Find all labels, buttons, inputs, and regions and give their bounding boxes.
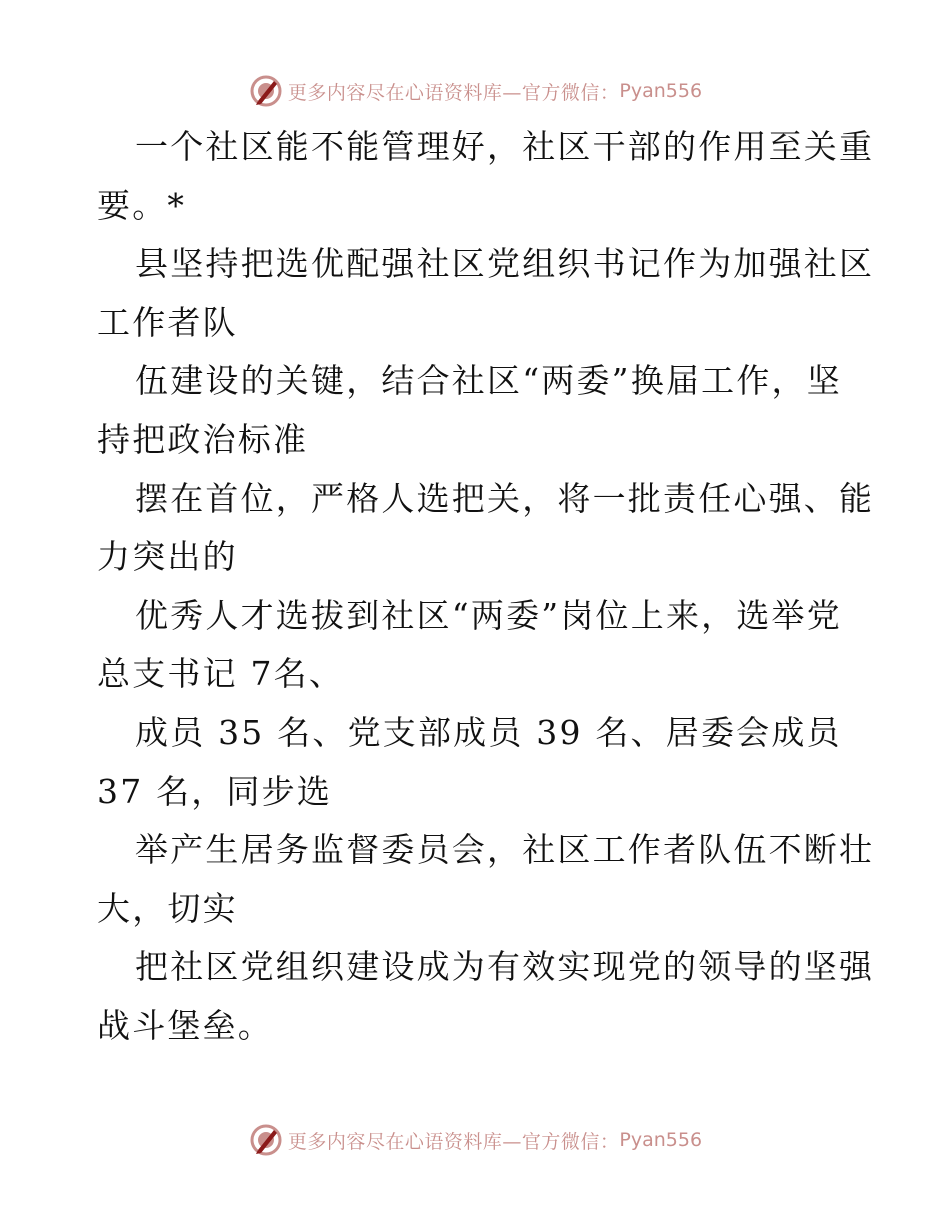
text-line: 37 名，同步选 [97,771,333,811]
text-line: 优秀人才选拔到社区“两委”岗位上来，选举党 [135,595,842,635]
text-line: 持把政治标准 [97,419,309,459]
text-line: 伍建设的关键，结合社区“两委”换届工作，坚 [135,361,842,401]
text-line: 战斗堡垒。 [97,1005,273,1045]
text-line: 摆在首位，严格人选把关，将一批责任心强、能 [135,478,875,518]
text-line: 把社区党组织建设成为有效实现党的领导的坚强 [135,947,875,987]
footer-banner-text: 更多内容尽在心语资料库—官方微信： [287,1130,620,1153]
text-line: 大，切实 [97,888,238,928]
pen-logo-icon [248,73,284,109]
text-line: 举产生居务监督委员会，社区工作者队伍不断壮 [135,830,875,870]
document-body [97,118,875,1056]
text-line: 成员 35 名、党支部成员 39 名、居委会成员 [135,712,842,752]
text-line: 一个社区能不能管理好，社区干部的作用至关重 [135,127,875,166]
header-banner [0,71,950,111]
text-line: 县坚持把选优配强社区党组织书记作为加强社区 [135,244,875,284]
header-banner-wechat-id: Pyan556 [619,80,703,102]
pen-logo-icon [248,1122,284,1158]
text-line: 工作者队 [97,302,238,342]
text-line: 要。* [97,185,187,225]
header-banner-text: 更多内容尽在心语资料库—官方微信： [287,81,620,104]
footer-banner-wechat-id: Pyan556 [619,1129,703,1151]
text-line: 总支书记 7名、 [97,654,345,694]
footer-banner [0,1120,950,1160]
text-line: 力突出的 [97,537,238,577]
